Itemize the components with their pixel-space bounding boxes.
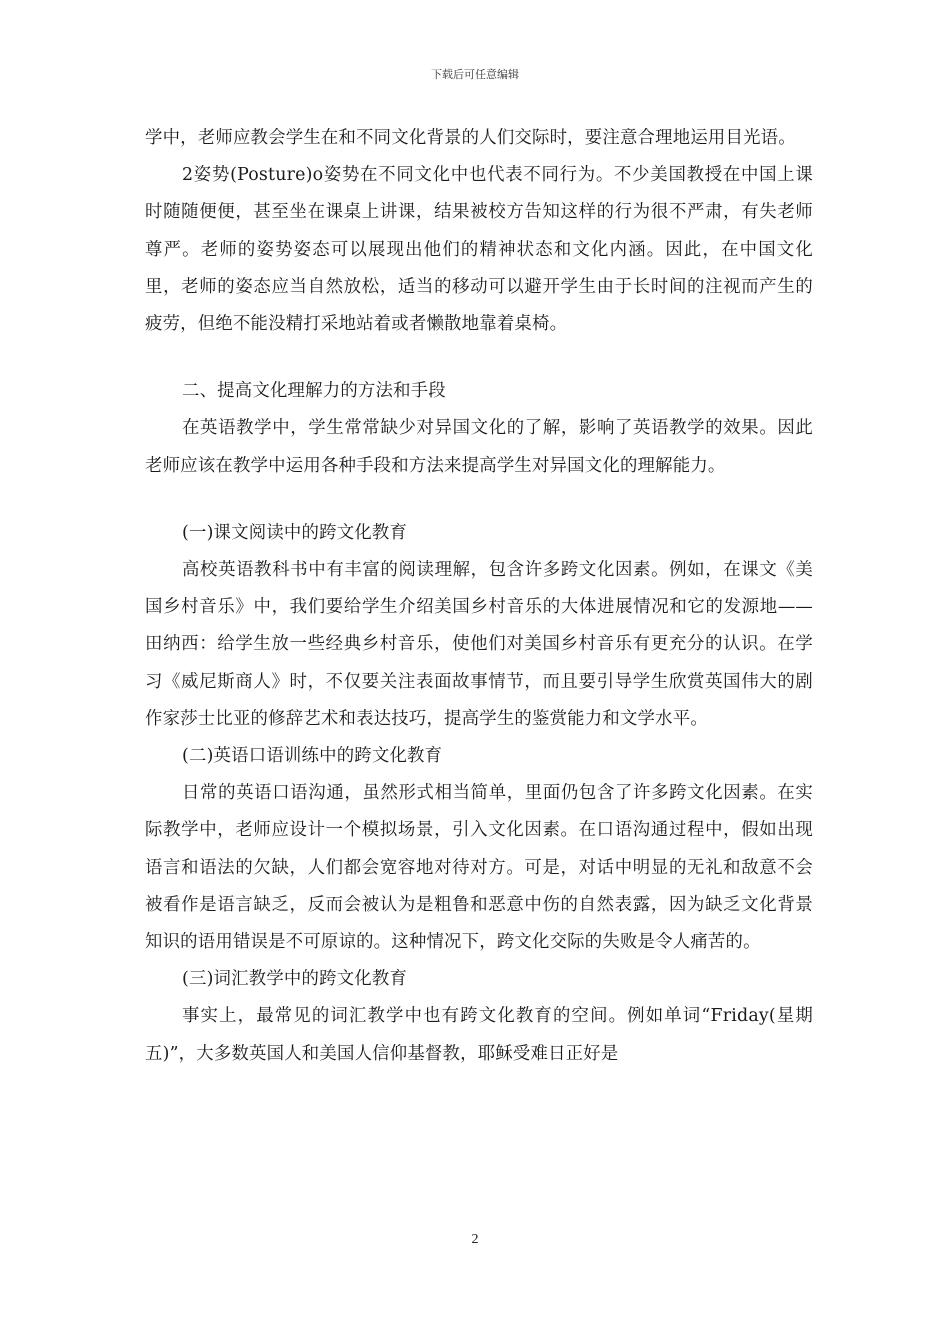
spacer	[145, 485, 813, 515]
subheading-vocabulary: (三)词汇教学中的跨文化教育	[182, 969, 408, 990]
paragraph-reading: 高校英语教科书中有丰富的阅读理解，包含许多跨文化因素。例如，在课文《美国乡村音乐》中，我们要给学生介绍美国乡村音乐的大体进展情况和它的发源地——田纳西：给学生放一些经典乡村音乐，使他们对美国乡村音乐有更充分的认识。在学习《威尼斯商人》时，不仅要关注表面故事情节，而且要引导学生欣赏英国伟大的剧作家莎士比亚的修辞艺术和表达技巧，提高学生的鉴赏能力和文学水平。	[145, 560, 813, 729]
section-heading-methods: 二、提高文化理解力的方法和手段	[182, 381, 446, 402]
page-header: 下载后可任意编辑	[431, 68, 519, 81]
document-body	[145, 120, 813, 1073]
paragraph-vocabulary: 事实上，最常见的词汇教学中也有跨文化教育的空间。例如单词“Friday(星期五)”，大多数英国人和美国人信仰基督教，耶稣受难日正好是	[145, 1006, 813, 1064]
paragraph-posture: 2姿势(Posture)o姿势在不同文化中也代表不同行为。不少美国教授在中国上课时随随便便，甚至坐在课桌上讲课，结果被校方告知这样的行为很不严肃，有失老师尊严。老师的姿势姿态可以展现出他们的精神状态和文化内涵。因此，在中国文化里，老师的姿态应当自然放松，适当的移动可以避开学生由于长时间的注视而产生的疲劳，但绝不能没精打采地站着或者懒散地靠着桌椅。	[145, 165, 813, 335]
spacer	[145, 343, 813, 373]
subheading-reading: (一)课文阅读中的跨文化教育	[182, 522, 408, 543]
page-number: 2	[471, 1232, 479, 1247]
paragraph-methods-intro: 在英语教学中，学生常常缺少对异国文化的了解，影响了英语教学的效果。因此老师应该在教学中运用各种手段和方法来提高学生对异国文化的理解能力。	[145, 418, 813, 476]
subheading-speaking: (二)英语口语训练中的跨文化教育	[182, 746, 443, 767]
paragraph-eye-contact-end: 学中，老师应教会学生在和不同文化背景的人们交际时，要注意合理地运用目光语。	[145, 128, 796, 148]
paragraph-speaking: 日常的英语口语沟通，虽然形式相当简单，里面仍包含了许多跨文化因素。在实际教学中，老师应设计一个模拟场景，引入文化因素。在口语沟通过程中，假如出现语言和语法的欠缺，人们都会宽容地对待对方。可是，对话中明显的无礼和敌意不会被看作是语言缺乏，反而会被认为是粗鲁和恶意中伤的自然表露，因为缺乏文化背景知识的语用错误是不可原谅的。这种情况下，跨文化交际的失败是令人痛苦的。	[145, 783, 813, 953]
